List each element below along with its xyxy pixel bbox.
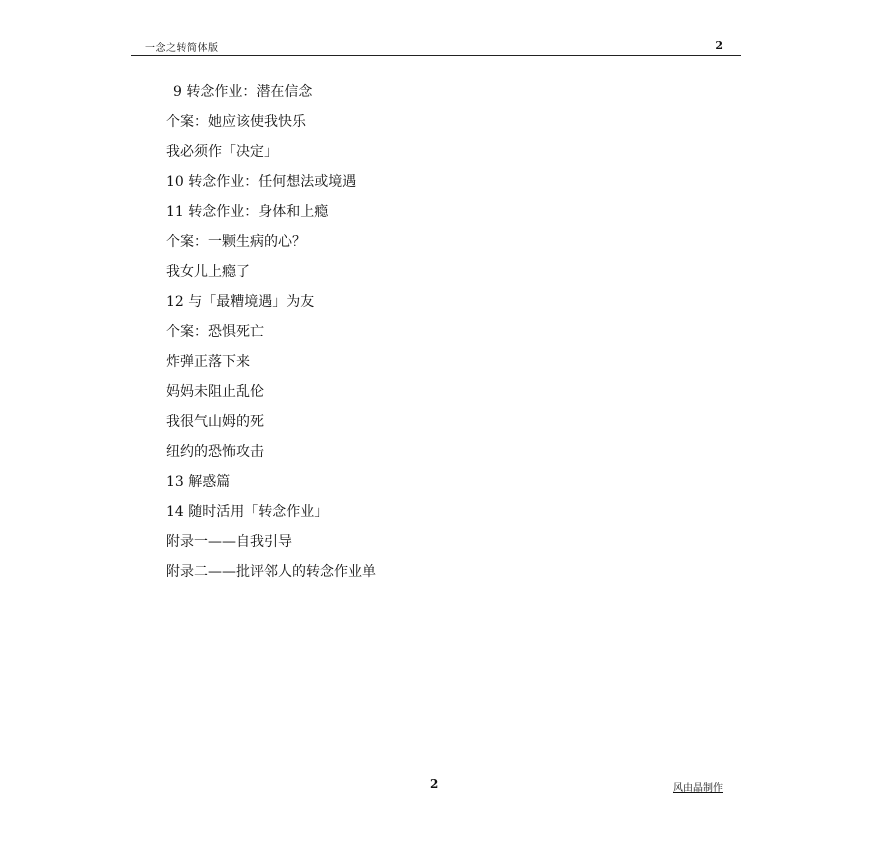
footer-page-number: 2 — [430, 777, 439, 791]
toc-item-daughter-addicted[interactable]: 我女儿上瘾了 — [166, 264, 250, 280]
toc-item-chapter-11[interactable]: 11 转念作业：身体和上瘾 — [166, 204, 329, 220]
toc-item-case-fear-of-death[interactable]: 个案：恐惧死亡 — [166, 324, 264, 340]
toc-item-appendix-2[interactable]: 附录二——批评邻人的转念作业单 — [166, 564, 376, 580]
toc-item-bombs-falling[interactable]: 炸弹正落下来 — [166, 354, 250, 370]
toc-item-angry-sam-death[interactable]: 我很气山姆的死 — [166, 414, 264, 430]
toc-item-chapter-10[interactable]: 10 转念作业：任何想法或境遇 — [166, 174, 357, 190]
toc-item-new-york-attack[interactable]: 纽约的恐怖攻击 — [166, 444, 264, 460]
header-page-number: 2 — [715, 39, 723, 52]
toc-item-case-sick-heart[interactable]: 个案：一颗生病的心？ — [166, 234, 306, 250]
toc-item-chapter-9[interactable]: 9 转念作业：潜在信念 — [173, 84, 313, 100]
page-header — [131, 38, 741, 56]
toc-item-case-she-should-make-me-happy[interactable]: 个案：她应该使我快乐 — [166, 114, 306, 130]
toc-item-mother-incest[interactable]: 妈妈未阻止乱伦 — [166, 384, 264, 400]
table-of-contents — [166, 80, 726, 590]
footer-credit: 风由晶制作 — [673, 783, 723, 794]
toc-item-must-decide[interactable]: 我必须作「决定」 — [166, 144, 278, 160]
toc-item-chapter-14[interactable]: 14 随时活用「转念作业」 — [166, 504, 329, 520]
toc-item-appendix-1[interactable]: 附录一——自我引导 — [166, 534, 292, 550]
toc-item-chapter-13[interactable]: 13 解惑篇 — [166, 474, 231, 490]
toc-item-chapter-12[interactable]: 12 与「最糟境遇」为友 — [166, 294, 315, 310]
header-title: 一念之转简体版 — [145, 43, 219, 54]
